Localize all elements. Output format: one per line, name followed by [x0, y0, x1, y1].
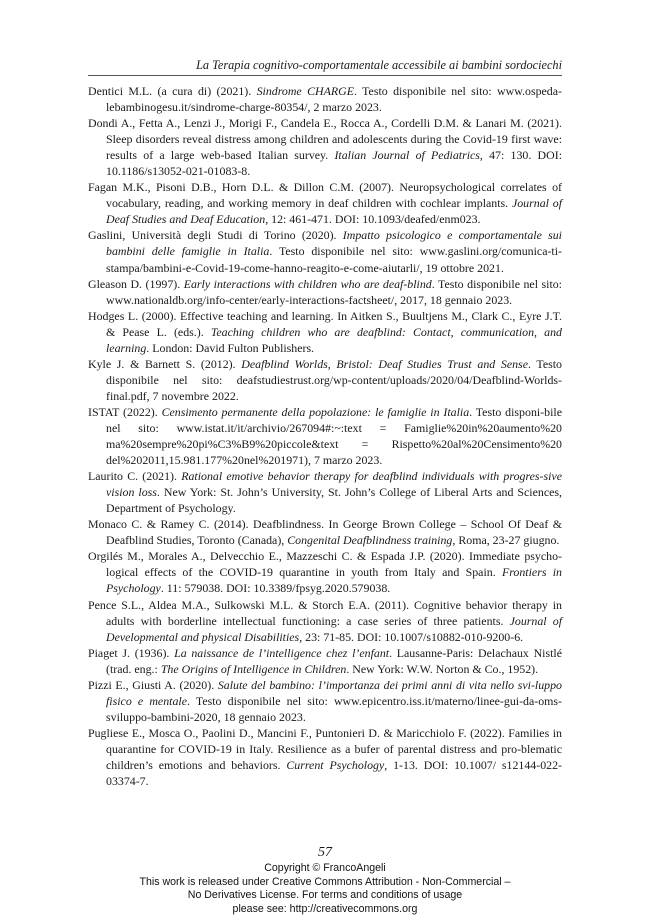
reference-text: . Testo disponibile nel sito: www.epicentro.iss.it/materno/linee-gui-da-oms-sviluppo-bambini-2020, 18 gennaio 2023. — [106, 693, 562, 724]
reference-title: Rational emotive behavior therapy for deafblind individuals with progres-sive vision loss — [106, 469, 562, 500]
reference-entry — [88, 516, 562, 548]
reference-title: Censimento permanente della popolazione: le famiglie in Italia — [161, 404, 470, 419]
reference-entry — [88, 725, 562, 789]
reference-text: . Testo disponi-bile nel sito: www.istat.it/it/archivio/267094#:~:text = Famiglie%20in%20aumento%20 ma%20sempre%20pi%C3%B9%20piccole&text = Rispetto%20al%20Censimento%20 del%202011,15.981.177%20nel%201971), 7 marzo 2023. — [106, 404, 562, 468]
reference-text: , 47: 130. DOI: 10.1186/s13052-021-01083-8. — [106, 148, 562, 179]
running-head: La Terapia cognitivo-comportamentale accessibile ai bambini sordociechi — [196, 58, 562, 72]
reference-list — [88, 83, 562, 789]
reference-entry — [88, 179, 562, 227]
reference-text: . Testo disponibile nel sito: www.ospeda-lebambinogesu.it/sindrome-charge-80354/, 2 marzo 2023. — [106, 84, 562, 115]
reference-text: Kyle J. & Barnett S. (2012). — [88, 356, 242, 371]
reference-title: Journal of Developmental and physical Disabilities — [106, 613, 562, 644]
reference-entry — [88, 597, 562, 645]
reference-entry — [88, 308, 562, 356]
reference-text: Pence S.L., Aldea M.A., Sulkowski M.L. & Storch E.A. (2011). Cognitive behavior therapy in adults with borderline intellectual functioning: a case series of three patients. — [88, 597, 562, 628]
reference-title: Congenital Deafblindness training — [287, 533, 453, 548]
reference-text: Piaget J. (1936). — [88, 645, 175, 660]
reference-text: . Testo disponibile nel sito: deafstudiestrust.org/wp-content/uploads/2020/04/Deafblind-Worlds-final.pdf, 7 novembre 2022. — [106, 356, 562, 403]
reference-title: Early interactions with children who are deaf-blind — [183, 276, 432, 291]
reference-text: . Testo disponibile nel sito: www.nationaldb.org/info-center/early-interactions-factsheet/, 2017, 18 gennaio 2023. — [106, 276, 562, 307]
reference-entry — [88, 276, 562, 308]
reference-text: Laurito C. (2021). — [88, 469, 182, 484]
reference-title: Journal of Deaf Studies and Deaf Education — [106, 196, 562, 227]
reference-title: Frontiers in Psychology — [106, 565, 562, 596]
copyright-line: Copyright © FrancoAngeli — [264, 862, 386, 874]
reference-title: Impatto psicologico e comportamentale sui bambini delle famiglie in Italia — [106, 228, 562, 259]
license-notice — [0, 862, 650, 916]
reference-entry — [88, 115, 562, 179]
reference-text: Pugliese E., Mosca O., Paolini D., Mancini F., Puntonieri D. & Maricchiolo F. (2022). Families in quarantine for COVID-19 in Italy. Resilience as a bufer of parental distress and pro-blematic children’s emotions and behaviors. — [88, 725, 562, 772]
reference-text: Orgilés M., Morales A., Delvecchio E., Mazzeschi C. & Espada J.P. (2020). Immediate psycho-logical effects of the COVID-19 quarantine in youth from Italy and Spain. — [88, 549, 562, 580]
reference-text: Monaco C. & Ramey C. (2014). Deafblindness. In George Brown College – School Of Deaf & Deafblind Studies, Toronto (Canada), — [88, 517, 562, 548]
reference-title: Italian Journal of Pediatrics — [334, 148, 480, 163]
reference-text: , 12: 461-471. DOI: 10.1093/deafed/enm023. — [265, 212, 481, 227]
reference-text: , 1-13. DOI: 10.1007/ s12144-022-03374-7. — [106, 757, 562, 789]
reference-title: Teaching children who are deafblind: Contact, communication, and learning — [106, 324, 562, 355]
page-number: 57 — [318, 845, 332, 860]
reference-title: The Origins of Intelligence in Children — [160, 661, 347, 676]
license-line-1: This work is released under Creative Commons Attribution - Non-Commercial – — [139, 875, 511, 888]
reference-entry — [88, 83, 562, 115]
reference-text: . Lausanne-Paris: Delachaux Nistlé (trad. eng.: — [106, 645, 562, 676]
reference-text: . Testo disponibile nel sito: www.gaslini.org/comunica-ti-stampa/bambini-e-Covid-19-come-hanno-reagito-e-come-aiutarli/, 19 ottobre 2021. — [106, 244, 562, 275]
reference-text: Pizzi E., Giusti A. (2020). — [88, 677, 218, 692]
reference-entry — [88, 468, 562, 516]
reference-text: , Roma, 23-27 giugno. — [452, 533, 560, 548]
reference-text: ISTAT (2022). — [88, 404, 162, 419]
reference-title: Current Psychology — [286, 757, 385, 772]
reference-text: Hodges L. (2000). Effective teaching and learning. In Aitken S., Buultjens M., Clark C., Eyre J.T. & Pease L. (eds.). — [88, 308, 562, 339]
reference-text: . New York: W.W. Norton & Co., 1952). — [346, 661, 539, 676]
reference-text: . London: David Fulton Publishers. — [146, 340, 315, 355]
reference-text: Dondi A., Fetta A., Lenzi J., Morigi F., Candela E., Rocca A., Cordelli D.M. & Lanari M. (2021). Sleep disorders reveal distress among children and adolescents during the Covid-19 first wave: results of a large web-based Italian survey. — [88, 116, 562, 163]
reference-entry — [88, 645, 562, 677]
license-line-2: No Derivatives License. For terms and conditions of usage — [187, 889, 463, 901]
reference-title: Deafblind Worlds, Bristol: Deaf Studies Trust and Sense — [241, 356, 528, 371]
license-line-3: please see: http://creativecommons.org — [232, 902, 418, 915]
reference-entry — [88, 356, 562, 404]
reference-text: Gleason D. (1997). — [88, 276, 184, 291]
reference-text: . 11: 579038. DOI: 10.3389/fpsyg.2020.579038. — [160, 581, 391, 596]
reference-title: Sindrome CHARGE — [256, 84, 354, 98]
reference-entry — [88, 548, 562, 596]
reference-entry — [88, 404, 562, 468]
reference-text: Gaslini, Università degli Studi di Torino (2020). — [88, 228, 343, 243]
reference-text: , 23: 71-85. DOI: 10.1007/s10882-010-9200-6. — [299, 629, 524, 644]
reference-title: La naissance de l’intelligence chez l’enfant — [174, 645, 390, 660]
header-rule — [88, 75, 562, 76]
reference-text: Dentici M.L. (a cura di) (2021). — [88, 84, 257, 98]
reference-text: Fagan M.K., Pisoni D.B., Horn D.L. & Dillon C.M. (2007). Neuropsychological correlates of vocabulary, reading, and working memory in deaf children with cochlear implants. — [88, 180, 562, 211]
reference-entry — [88, 227, 562, 275]
reference-title: Salute del bambino: l’importanza dei primi anni di vita nello svi-luppo fisico e mentale — [106, 677, 563, 708]
reference-text: . New York: St. John’s University, St. John’s College of Liberal Arts and Sciences, Department of Psychology. — [106, 485, 562, 516]
reference-entry — [88, 677, 562, 725]
